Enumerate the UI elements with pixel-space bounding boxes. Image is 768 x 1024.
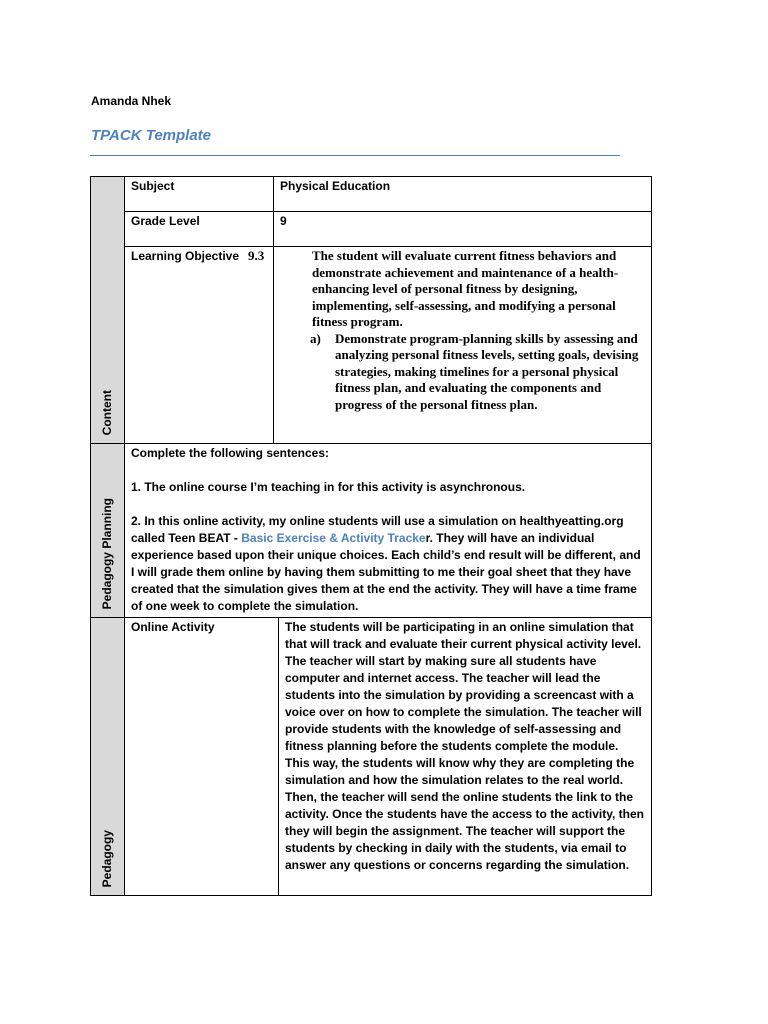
objective-sub [280,331,645,414]
planning-item-1: 1. The online course I’m teaching in for this activity is asynchronous. [131,480,526,494]
objective-sub-text: Demonstrate program-planning skills by assessing and analyzing personal fitness levels, setting goals, devising strategies, making timelines for a personal physical fitness plan, and evaluating the components and progress of the personal fitness plan. [335,330,639,412]
pedagogy-planning-label: Pedagogy Planning [100,497,114,609]
grade-label: Grade Level [125,212,274,247]
planning-intro: Complete the following sentences: [131,446,330,460]
planning-item-2-after: r. They will have an individual experience based upon their unique choices. Each child’s end result will be different, and I will grade them online by having them submitting to me their goal sheet that they have created that the simulation gives them at the end the activity. They will have a time frame of one week to complete the simulation. [131,531,641,613]
subject-label: Subject [125,177,274,212]
online-activity-label: Online Activity [125,618,279,896]
online-activity-text: The students will be participating in an online simulation that that will track and evaluate their current physical activity level. The teacher will start by making sure all students have computer and internet access. The teacher will lead the students into the simulation by providing a screencast with a voice over on how to complete the simulation. The teacher will provide students with the knowledge of self-assessing and fitness planning before the students complete the module. This way, the students will know why they are completing the simulation and how the simulation relates to the real world. Then, the teacher will send the online students the link to the activity. Once the students have the access to the activity, then they will begin the assignment. The teacher will support the students by checking in daily with the students, via email to answer any questions or concerns regarding the simulation. [279,618,652,896]
pedagogy-label: Pedagogy [100,829,114,887]
subject-row [91,177,652,212]
objective-main-text: The student will evaluate current fitness behaviors and demonstrate achievement and maintenance of a health-enhancing level of personal fitness by designing, implementing, self-assessing, and modifying a personal fitness program. [312,248,619,329]
planning-item-2-before: 2. In this online activity, my online students will use a simulation on healthyeatting.org called Teen BEAT - [131,514,624,545]
tpack-table [90,176,652,896]
objective-row [91,247,652,444]
planning-row [91,444,652,618]
tracker-link[interactable]: Basic Exercise & Activity Tracke [241,531,426,545]
pedagogy-planning-section-label [91,444,125,618]
author-name: Amanda Nhek [91,94,172,108]
grade-value: 9 [274,212,652,247]
subject-value: Physical Education [274,177,652,212]
document-title: TPACK Template [91,127,212,144]
online-activity-row [91,618,652,896]
grade-row [91,212,652,247]
pedagogy-section-label [91,618,125,896]
title-underline [90,155,620,156]
objective-main [248,248,645,331]
planning-item-2 [131,513,645,615]
objective-value [248,247,652,444]
objective-label: Learning Objective [125,247,274,444]
content-label: Content [100,389,114,435]
objective-number: 9.3 [248,248,265,263]
content-section-label [91,177,125,444]
planning-content [125,444,652,618]
objective-sub-letter: a) [310,330,321,346]
